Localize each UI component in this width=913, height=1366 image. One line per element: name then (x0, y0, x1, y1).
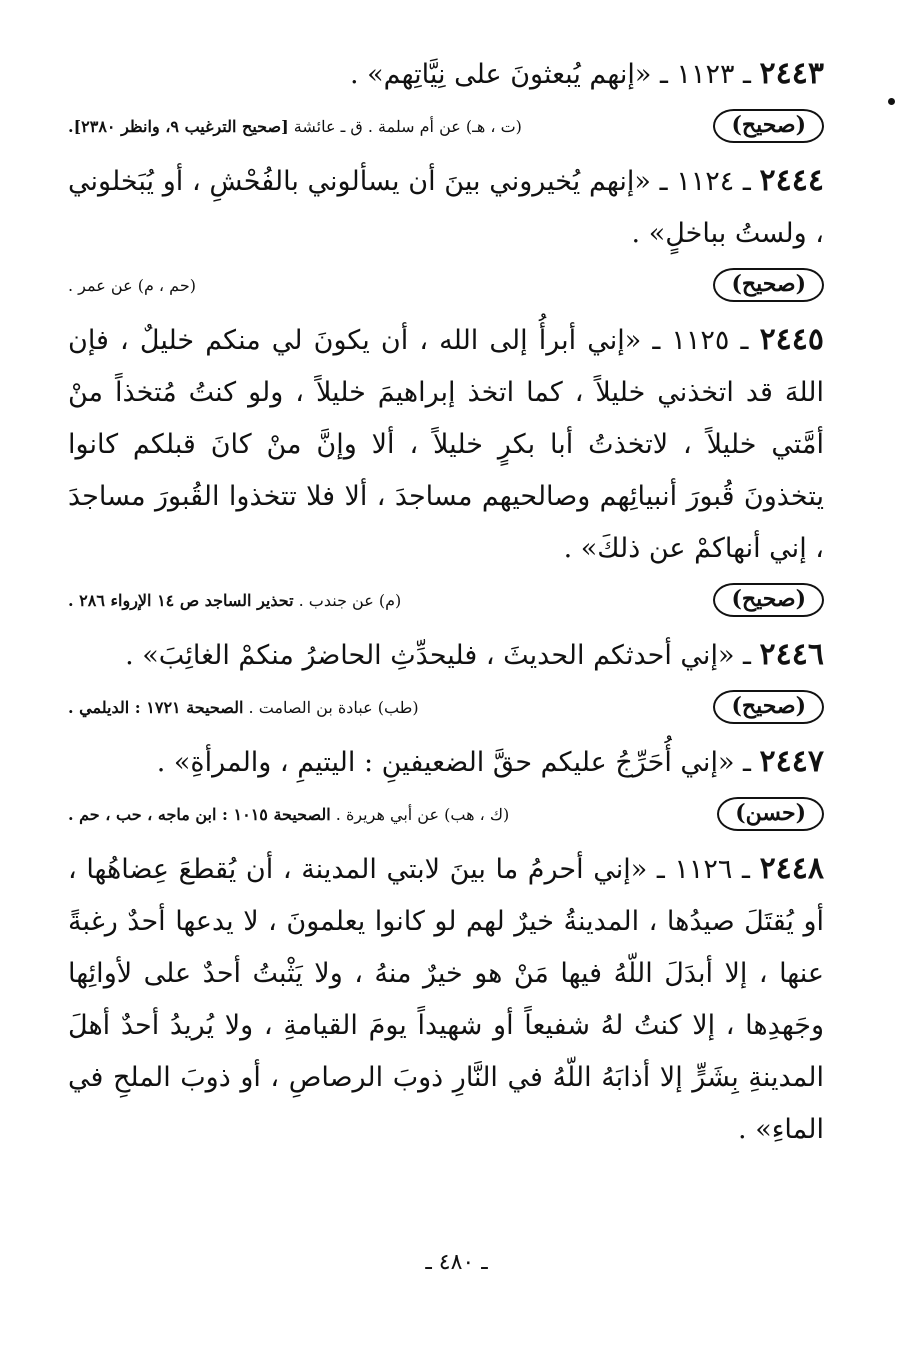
reference-text: [صحيح الترغيب ٩، وانظر ٢٣٨٠]. (68, 116, 289, 136)
source-text: (م) عن جندب . (293, 590, 402, 610)
hadith-text: ـ ١١٢٣ ـ «إنهم يُبعثونَ على نِيَّاتِهم» . (350, 59, 760, 90)
hadith-number: ٢٤٤٦ (759, 637, 824, 672)
source-text: (ك ، هب) عن أبي هريرة . (330, 804, 510, 824)
hadith-text: ـ ١١٢٦ ـ «إني أحرمُ ما بينَ لابتي المدينة ، أن يُقطعَ عِضاهُها ، أو يُقتَلَ صيدُها ، المدينةُ خيرٌ لهم لو كانوا يعلمونَ ، لا يدعها أحدٌ رغبةً عنها ، إلا أبدَلَ اللّهُ فيها مَنْ هو خيرٌ منهُ ، ولا يَثْبتُ أحدٌ على لأوائِها وجَهدِها ، إلا كنتُ لهُ شفيعاً أو شهيداً يومَ القيامةِ ، ولا يُريدُ أحدٌ أهلَ المدينةِ بِشَرٍّ إلا أذابَهُ اللّهُ في النَّارِ ذوبَ الرصاصِ ، أو ذوبَ الملحِ في الماءِ» . (68, 854, 824, 1145)
source-text: (طب) عبادة بن الصامت . (243, 697, 419, 717)
grade-badge: (صحيح) (713, 583, 824, 617)
source-text: (حم ، م) عن عمر . (68, 275, 196, 295)
grading-line (68, 791, 824, 837)
grading-line (68, 103, 824, 149)
reference-text: تحذير الساجد ص ١٤ الإرواء ٢٨٦ . (68, 590, 294, 610)
hadith-2448 (68, 843, 824, 1156)
grading-line (68, 262, 824, 308)
grade-badge: (حسن) (717, 797, 824, 831)
hadith-number: ٢٤٤٨ (759, 851, 825, 886)
source-text: (ت ، هـ) عن أم سلمة . ق ـ عائشة (288, 116, 522, 136)
page-number: ـ ٤٨٠ ـ (425, 1250, 488, 1275)
hadith-text: ـ ١١٢٥ ـ «إني أبرأُ إلى الله ، أن يكونَ لي منكم خليلٌ ، فإن اللهَ قد اتخذني خليلاً ، كما اتخذ إبراهيمَ خليلاً ، ولو كنتُ مُتخذاً منْ أمَّتي خليلاً ، لاتخذتُ أبا بكرٍ خليلاً ، ألا وإنَّ منْ كانَ قبلكم كانوا يتخذونَ قُبورَ أنبيائِهم وصالحيهم مساجدَ ، ألا فلا تتخذوا القُبورَ مساجدَ ، إني أنهاكمْ عن ذلكَ» . (68, 325, 824, 564)
reference-text: الصحيحة ١٧٢١ : الديلمي . (68, 697, 244, 717)
source-citation (68, 591, 699, 610)
grading-line (68, 577, 824, 623)
hadith-number: ٢٤٤٥ (759, 322, 825, 357)
hadith-2443 (68, 48, 824, 101)
page-body (68, 48, 824, 1156)
hadith-number: ٢٤٤٧ (759, 744, 824, 779)
hadith-2445 (68, 314, 824, 575)
grading-line (68, 684, 824, 730)
reference-text: الصحيحة ١٠١٥ : ابن ماجه ، حب ، حم . (68, 804, 331, 824)
grade-badge: (صحيح) (713, 109, 824, 143)
hadith-number: ٢٤٤٣ (759, 56, 824, 91)
source-citation (68, 698, 699, 717)
hadith-2447 (68, 736, 824, 789)
hadith-2446 (68, 629, 824, 682)
source-citation (68, 276, 699, 295)
margin-dot (888, 98, 895, 105)
source-citation (68, 805, 703, 824)
hadith-number: ٢٤٤٤ (759, 163, 824, 198)
hadith-2444 (68, 155, 824, 260)
source-citation (68, 117, 699, 136)
hadith-text: ـ «إني أحدثكم الحديثَ ، فليحدِّثِ الحاضرُ منكمْ الغائِبَ» . (125, 640, 760, 671)
grade-badge: (صحيح) (713, 268, 824, 302)
hadith-text: ـ ١١٢٤ ـ «إنهم يُخيروني بينَ أن يسألوني بالفُحْشِ ، أو يُبَخلوني ، ولستُ بباخلٍ» . (68, 166, 824, 249)
hadith-text: ـ «إني أُحَرِّجُ عليكم حقَّ الضعيفينِ : اليتيمِ ، والمرأةِ» . (156, 747, 760, 778)
grade-badge: (صحيح) (713, 690, 824, 724)
